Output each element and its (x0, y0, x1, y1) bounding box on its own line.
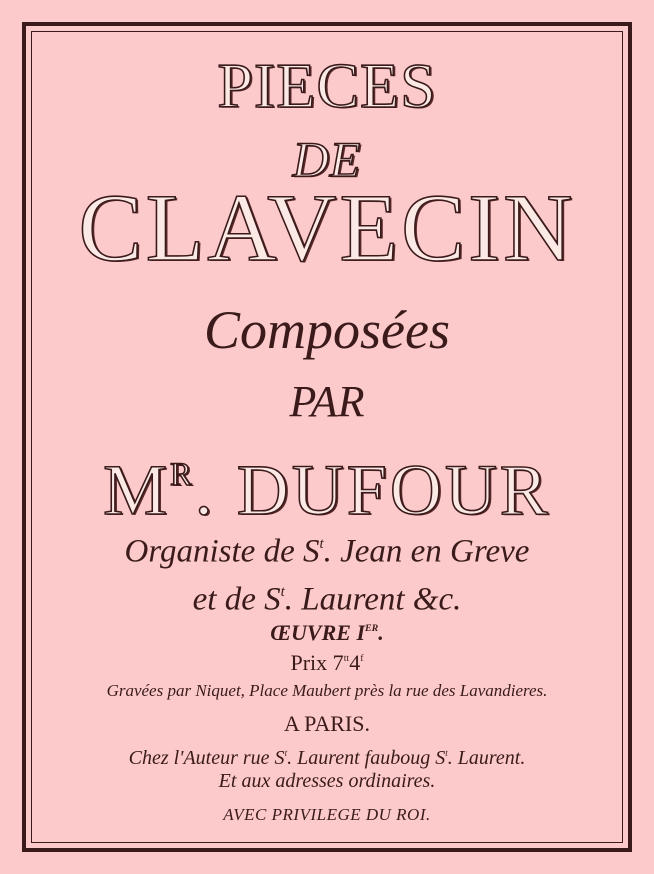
organist-sup: t (319, 536, 324, 552)
title-de: DE (292, 131, 362, 187)
price-line (0, 646, 654, 676)
engraver-line: Gravées par Niquet, Place Maubert près la rue des Lavandieres. (106, 681, 548, 700)
opus-line (0, 616, 654, 646)
price-sup-livres: tt (343, 653, 350, 664)
price-mid: 4 (349, 649, 361, 675)
price-prefix: Prix 7 (290, 649, 344, 675)
title-pieces: PIECES (217, 50, 437, 121)
laurent-rest: . Laurent &c. (284, 581, 462, 618)
address-sup-1: t (284, 748, 288, 758)
address-prefix: Chez l'Auteur rue S (128, 747, 285, 770)
composed-line: Composées (204, 300, 450, 360)
privilege-line: AVEC PRIVILEGE DU ROI. (223, 805, 431, 824)
by-line: PAR (289, 377, 365, 426)
opus-prefix: ŒUVRE I (270, 619, 366, 645)
price-sup-sols: f (360, 653, 364, 664)
opus-sup: ER (365, 623, 379, 634)
author-surname: . DUFOUR (194, 450, 551, 531)
title-clavecin: CLAVECIN (78, 174, 576, 281)
city-line: A PARIS. (283, 711, 370, 736)
laurent-prefix: et de S (192, 581, 281, 618)
opus-suffix: . (378, 619, 384, 645)
author-prefix: M (103, 450, 171, 531)
organist-rest: . Jean en Greve (323, 533, 530, 570)
author-name (0, 436, 654, 529)
laurent-sup: t (280, 584, 285, 600)
address-mid: . Laurent fauboug S (287, 747, 446, 770)
address-line (0, 740, 654, 771)
organist-line (0, 524, 654, 571)
address-sup-2: t (445, 748, 448, 758)
organist-prefix: Organiste de S (124, 533, 320, 570)
address-rest: . Laurent. (447, 747, 526, 770)
author-prefix-sup: R (170, 457, 195, 493)
other-addresses-line: Et aux adresses ordinaires. (218, 770, 436, 792)
laurent-line (0, 572, 654, 619)
